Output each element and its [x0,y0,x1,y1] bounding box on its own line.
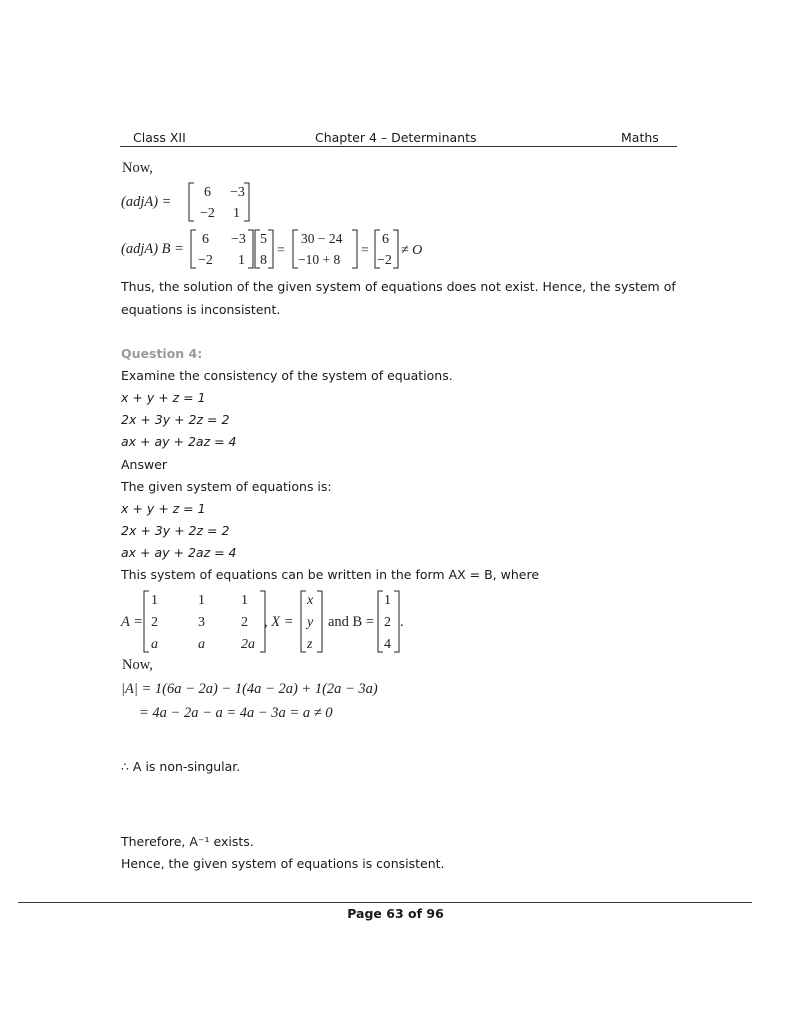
matrixX-lhs: , X = [264,614,294,630]
adjAB-neq: ≠ O [401,243,423,258]
answer-label: Answer [121,457,168,472]
page-number: Page 63 of 96 [347,906,444,921]
svg-text:=: = [277,243,285,258]
consistent-text: Hence, the given system of equations is consistent. [121,856,445,871]
equation2-3: ax + ay + 2az = 4 [121,545,237,560]
matrixB-2: 2 [384,615,391,630]
matrixB-period: . [400,614,404,630]
matrixA-r3c2: a [198,637,205,652]
equation2-2: 2x + 3y + 2z = 2 [121,523,230,538]
now-label-1: Now, [122,160,153,176]
matrixA-r2c3: 2 [241,615,248,630]
now-label-2: Now, [122,657,153,673]
adjAB-m1-12: −3 [231,232,246,247]
conclusion-line-2: equations is inconsistent. [121,302,281,317]
adjA-equation [118,180,278,224]
inverse-exists-text: Therefore, A⁻¹ exists. [121,834,254,849]
equation-3: ax + ay + 2az = 4 [121,434,237,449]
determinant-line-2: = 4a − 2a − a = 4a − 3a = a ≠ 0 [139,705,333,721]
svg-text:=: = [361,243,369,258]
given-text: The given system of equations is: [121,479,332,494]
adjAB-lhs: (adjA) B = [121,241,184,257]
question-text: Examine the consistency of the system of equations. [121,368,453,383]
header-class: Class XII [133,130,186,145]
determinant-line-1: |A| = 1(6a − 2a) − 1(4a − 2a) + 1(2a − 3a) [121,681,378,697]
matrixB-1: 1 [384,593,391,608]
header-subject: Maths [621,130,659,145]
equation-1: x + y + z = 1 [121,390,206,405]
form-text: This system of equations can be written in the form AX = B, where [121,567,540,582]
adjA-m12: −3 [230,185,245,200]
adjAB-m1-22: 1 [238,253,245,268]
nonsingular-text: ∴ A is non-singular. [121,759,241,774]
equation-2: 2x + 3y + 2z = 2 [121,412,230,427]
adjA-lhs: (adjA) = [121,194,172,210]
matrixX-2: y [307,615,314,630]
adjAB-m3-2: −10 + 8 [298,252,341,267]
matrixA-r3c3: 2a [241,637,255,652]
adjA-m22: 1 [233,206,240,221]
matrixA-r1c2: 1 [198,593,205,608]
header-chapter: Chapter 4 – Determinants [315,130,477,145]
conclusion-line-1: Thus, the solution of the given system of equations does not exist. Hence, the system of [121,279,676,294]
adjA-m21: −2 [200,206,215,221]
matrixA-r2c2: 3 [198,615,205,630]
matrixA-r1c3: 1 [241,593,248,608]
adjA-m11: 6 [204,185,211,200]
matrix-equation [118,588,428,656]
adjAB-m2-1: 5 [260,232,267,247]
matrixA-r1c1: 1 [151,593,158,608]
equation2-1: x + y + z = 1 [121,501,206,516]
question-label: Question 4: [121,346,203,361]
adjAB-m4-2: −2 [377,253,392,268]
adjAB-m3-1: 30 − 24 [301,231,343,246]
matrixX-1: x [307,593,314,608]
adjAB-m1-11: 6 [202,232,209,247]
matrixX-3: z [307,637,313,652]
matrixA-lhs: A = [121,614,144,630]
matrixB-3: 4 [384,637,391,652]
adjAB-m2-2: 8 [260,253,267,268]
adjAB-m4-1: 6 [382,232,389,247]
adjAB-m1-21: −2 [198,253,213,268]
matrixA-r3c1: a [151,637,158,652]
header-rule [120,146,677,147]
footer-rule [18,902,752,903]
matrixA-r2c1: 2 [151,615,158,630]
matrixB-lhs: and B = [328,614,375,630]
adjAB-equation [118,226,438,272]
